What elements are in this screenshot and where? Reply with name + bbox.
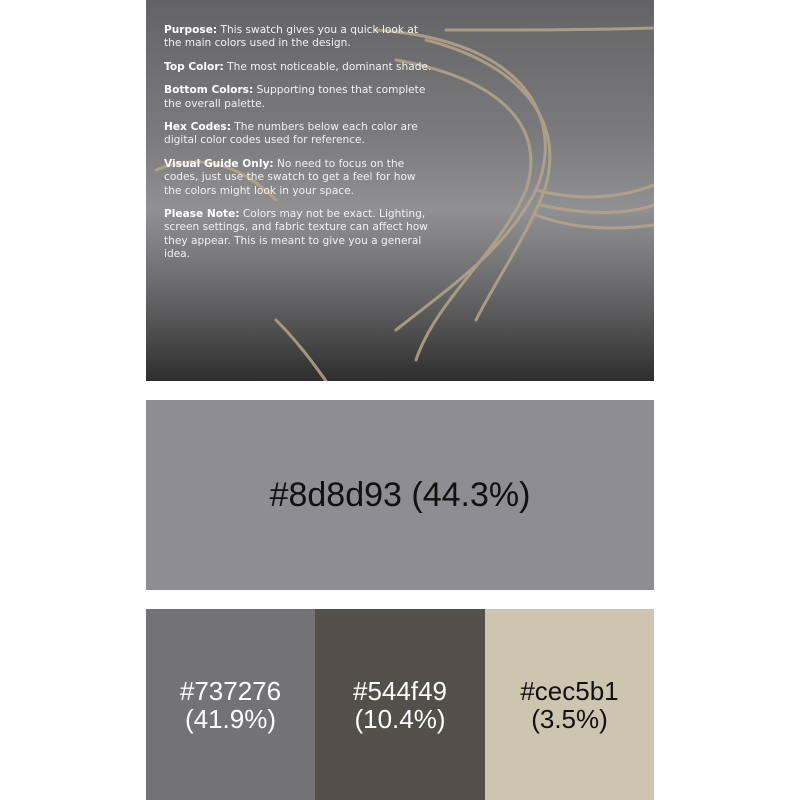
- please-note: [164, 208, 436, 262]
- purpose-note: [164, 24, 436, 51]
- swatch-percent-1: (41.9%): [184, 703, 277, 734]
- please-note-text: Colors may not be exact. Lighting, screen settings, and fabric texture can affect how they appear. This is meant to give you a general idea.: [164, 208, 428, 261]
- secondary-color-swatch-3: [485, 609, 654, 800]
- hex-codes-text: The numbers below each color are digital color codes used for reference.: [164, 121, 418, 147]
- primary-color-swatch: [146, 400, 654, 590]
- swatch-hex-1: #737276: [179, 675, 282, 706]
- bottom-colors-text: Supporting tones that complete the overall palette.: [164, 84, 426, 110]
- purpose-text: This swatch gives you a quick look at the main colors used in the design.: [164, 24, 419, 50]
- swatch-percent-2: (10.4%): [354, 703, 446, 734]
- purpose-label: Purpose:: [164, 24, 218, 36]
- please-note-label: Please Note:: [164, 208, 240, 221]
- bottom-colors-label: Bottom Colors:: [164, 84, 254, 97]
- visual-guide-note: [164, 158, 436, 198]
- primary-color-label: #8d8d93 (44.3%): [269, 475, 531, 514]
- hex-codes-note: [164, 121, 436, 148]
- rug-preview-image: [146, 0, 654, 381]
- top-color-text: The most noticeable, dominant shade.: [223, 60, 432, 73]
- swatch-percent-3: (3.5%): [531, 703, 608, 734]
- secondary-color-swatch-2: [315, 609, 485, 800]
- secondary-color-swatch-1: [146, 609, 315, 800]
- swatch-hex-2: #544f49: [353, 675, 447, 706]
- top-color-note: [164, 61, 436, 74]
- visual-guide-text: No need to focus on the codes, just use the swatch to get a feel for how the colors might look in your space.: [164, 157, 416, 197]
- top-color-label: Top Color:: [164, 60, 224, 73]
- swatch-hex-3: #cec5b1: [520, 675, 619, 706]
- visual-guide-label: Visual Guide Only:: [164, 157, 274, 170]
- hex-codes-label: Hex Codes:: [164, 121, 231, 134]
- bottom-colors-note: [164, 84, 436, 111]
- swatch-description: [164, 24, 436, 272]
